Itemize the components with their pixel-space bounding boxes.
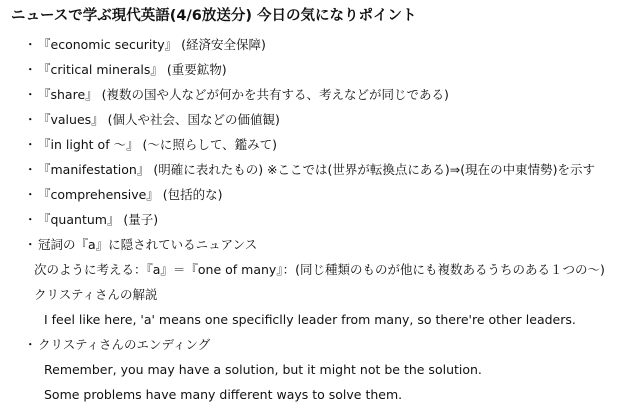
list-item — [24, 36, 266, 54]
ending-line-2: Some problems have many different ways to solve them. — [44, 387, 403, 402]
bullet: ・ — [24, 112, 37, 127]
list-item — [24, 161, 595, 179]
vocab-gloss: (個人や社会、国などの価値観) — [103, 112, 280, 127]
list-item — [24, 86, 449, 104]
list-item — [24, 61, 227, 79]
bullet: ・ — [24, 37, 37, 52]
vocab-term: 『economic security』 — [38, 37, 178, 52]
bullet: ・ — [24, 237, 37, 252]
bullet: ・ — [24, 137, 37, 152]
vocab-term: 『values』 — [38, 112, 104, 127]
vocab-term: 『comprehensive』 — [38, 187, 159, 202]
list-item — [24, 111, 280, 129]
list-item — [24, 186, 223, 204]
nuance-explanation: 次のように考える：『a』＝『one of many』：(同じ種類のものが他にも複数あるうちのある１つの～) — [34, 262, 605, 277]
bullet: ・ — [24, 62, 37, 77]
bullet: ・ — [24, 162, 37, 177]
vocab-gloss: (～に照らして、鑑みて) — [138, 137, 278, 152]
vocab-gloss: (経済安全保障) — [177, 37, 266, 52]
vocab-gloss: (明確に表れたもの) ※ここでは(世界が転換点にある)⇒(現在の中東情勢)を示す — [149, 162, 595, 177]
nuance-heading — [24, 236, 257, 254]
ending-heading — [24, 336, 210, 354]
vocab-gloss: (重要鉱物) — [162, 62, 227, 77]
vocab-term: 『in light of ～』 — [38, 137, 139, 152]
ending-heading-text: クリスティさんのエンディング — [38, 337, 211, 352]
page-title: ニュースで学ぶ現代英語(4/6放送分) 今日の気になりポイント — [11, 8, 417, 24]
bullet: ・ — [24, 87, 37, 102]
vocab-gloss: (包括的な) — [158, 187, 223, 202]
vocab-gloss: (複数の国や人などが何かを共有する、考えなどが同じである) — [97, 87, 449, 102]
bullet: ・ — [24, 337, 37, 352]
ending-line-1: Remember, you may have a solution, but it might not be the solution. — [44, 362, 482, 377]
list-item — [24, 136, 277, 154]
vocab-term: 『critical minerals』 — [38, 62, 163, 77]
vocab-term: 『quantum』 — [38, 212, 120, 227]
vocab-gloss: (量子) — [119, 212, 159, 227]
nuance-heading-text: 冠詞の『a』に隠されているニュアンス — [38, 237, 258, 252]
vocab-term: 『manifestation』 — [38, 162, 150, 177]
bullet: ・ — [24, 212, 37, 227]
christy-quote: I feel like here, 'a' means one specificlly leader from many, so there're other leaders. — [44, 312, 576, 327]
bullet: ・ — [24, 187, 37, 202]
christy-explanation-label: クリスティさんの解説 — [34, 287, 158, 302]
list-item — [24, 211, 158, 229]
vocab-term: 『share』 — [38, 87, 98, 102]
